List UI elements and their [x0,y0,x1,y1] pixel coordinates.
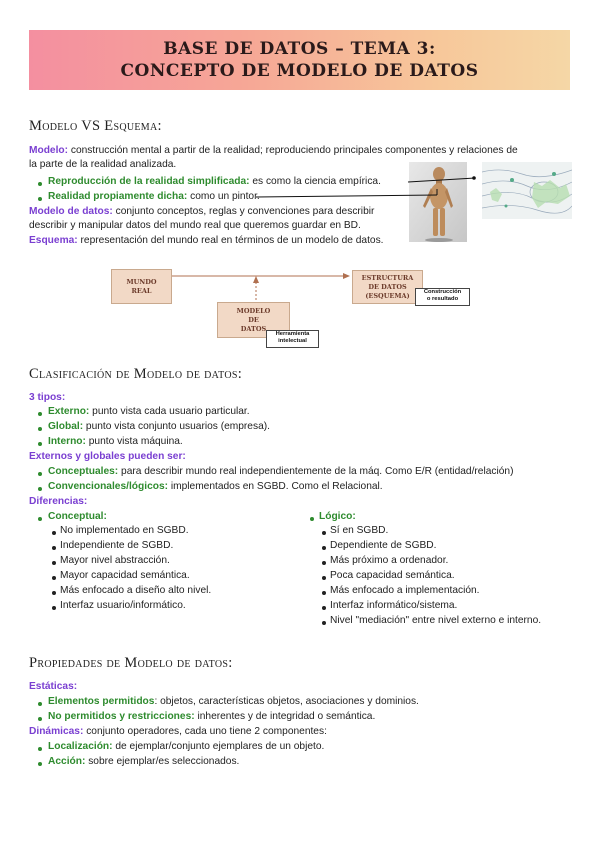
tipo-externo: Externo: punto vista cada usuario particular. [48,406,250,417]
tipo-interno: Interno: punto vista máquina. [48,436,183,447]
title-line-1: BASE DE DATOS – TEMA 3: [163,39,436,59]
modelo-definition: Modelo: construcción mental a partir de la realidad; reproduciendo principales componentes y relaciones de [29,145,518,156]
bullet-dot [52,561,56,565]
bullet-dot [322,621,326,625]
bullet-realidad: Realidad propiamente dicha: como un pintor. [48,191,260,202]
bullet-dot [52,576,56,580]
logico-item: Sí en SGBD. [330,525,389,536]
modelo-datos-definition: Modelo de datos: conjunto conceptos, reglas y convenciones para describir [29,206,375,217]
bullet-dot [52,606,56,610]
construccion-label: Construcción o resultado [415,288,470,306]
title-line-2: CONCEPTO DE MODELO DE DATOS [120,61,479,81]
bullet-dot [322,561,326,565]
section-heading-modelo-esquema: Modelo VS Esquema: [29,118,162,134]
conceptual-item: Independiente de SGBD. [60,540,174,551]
tipo-global: Global: punto vista conjunto usuarios (empresa). [48,421,270,432]
localizacion-item: Localización: de ejemplar/conjunto ejemplares de un objeto. [48,741,325,752]
conceptual-item: Mayor nivel abstracción. [60,555,170,566]
bullet-reproduccion: Reproducción de la realidad simplificada: es como la ciencia empírica. [48,176,381,187]
bullet-dot [322,546,326,550]
conceptual-item: Más enfocado a diseño alto nivel. [60,585,212,596]
bullet-dot [38,717,42,721]
logico-item: Más próximo a ordenador. [330,555,449,566]
elementos-permitidos-item: Elementos permitidos: objetos, características objetos, asociaciones y dominios. [48,696,419,707]
bullet-dot [322,591,326,595]
bullet-dot [38,442,42,446]
bullet-dot [38,517,42,521]
logico-item: Más enfocado a implementación. [330,585,480,596]
bullet-dot [38,487,42,491]
bullet-dot [38,762,42,766]
conceptual-item: Mayor capacidad semántica. [60,570,190,581]
herramienta-label: Herramienta intelectual [266,330,319,348]
conceptual-item: Interfaz usuario/informático. [60,600,186,611]
externos-globales-heading: Externos y globales pueden ser: [29,451,186,462]
conceptual-heading: Conceptual: [48,511,107,522]
bullet-dot [322,606,326,610]
mundo-real-box: MUNDO REAL [111,269,172,304]
estructura-datos-box: ESTRUCTURA DE DATOS (ESQUEMA) [352,270,423,304]
bullet-dot [52,531,56,535]
modelo-definition-cont: la parte de la realidad analizada. [29,159,177,170]
conceptuales-item: Conceptuales: para describir mundo real independientemente de la máq. Como E/R (entidad/relación) [48,466,514,477]
logico-heading: Lógico: [319,511,356,522]
convencionales-item: Convencionales/lógicos: implementados en SGBD. Como el Relacional. [48,481,383,492]
bullet-dot [38,412,42,416]
modelo-datos-box: MODELO DE DATOS [217,302,290,338]
bullet-dot [38,747,42,751]
modelo-datos-definition-cont: describir y manipular datos del mundo real que queremos guardar en BD. [29,220,361,231]
tipos-heading: 3 tipos: [29,392,66,403]
bullet-dot [38,702,42,706]
section-heading-clasificacion: Clasificación de Modelo de datos: [29,366,243,382]
conceptual-item: No implementado en SGBD. [60,525,189,536]
logico-item: Nivel "mediación" entre nivel externo e interno. [330,615,542,626]
bullet-dot [38,472,42,476]
logico-item: Interfaz informático/sistema. [330,600,458,611]
accion-item: Acción: sobre ejemplar/es seleccionados. [48,756,240,767]
estaticas-heading: Estáticas: [29,681,78,692]
logico-item: Dependiente de SGBD. [330,540,437,551]
dinamicas-definition: Dinámicas: conjunto operadores, cada uno tiene 2 componentes: [29,726,327,737]
bullet-dot [52,591,56,595]
esquema-definition: Esquema: representación del mundo real en términos de un modelo de datos. [29,235,384,246]
bullet-dot [322,576,326,580]
section-heading-propiedades: Propiedades de Modelo de datos: [29,655,233,671]
bullet-dot [310,517,314,521]
diferencias-heading: Diferencias: [29,496,88,507]
bullet-dot [52,546,56,550]
no-permitidos-item: No permitidos y restricciones: inherentes y de integridad o semántica. [48,711,376,722]
bullet-dot [322,531,326,535]
bullet-dot [38,427,42,431]
logico-item: Poca capacidad semántica. [330,570,455,581]
